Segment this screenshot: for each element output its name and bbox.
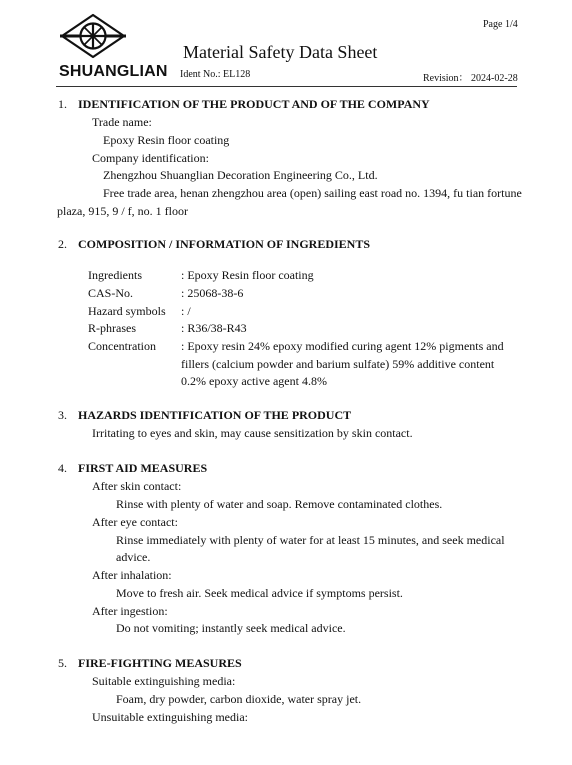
ingestion-text: Do not vomiting; instantly seek medical advice. [116, 621, 346, 635]
company-logo [60, 13, 126, 59]
suitable-media-text: Foam, dry powder, carbon dioxide, water spray jet. [116, 692, 362, 706]
r-phrases-label: R-phrases [88, 321, 136, 335]
hazards-text: Irritating to eyes and skin, may cause sensitization by skin contact. [92, 426, 413, 440]
ingredients-label: Ingredients [88, 268, 142, 282]
inhalation-label: After inhalation: [92, 568, 172, 582]
suitable-media-label: Suitable extinguishing media: [92, 674, 236, 688]
revision-date: Revision： 2024-02-28 [423, 73, 518, 84]
trade-name-label: Trade name: [92, 115, 152, 129]
company-name: Zhengzhou Shuanglian Decoration Engineering Co., Ltd. [103, 168, 378, 182]
r-phrases-value: : R36/38-R43 [181, 321, 247, 335]
document-title: Material Safety Data Sheet [183, 42, 378, 62]
section-3-heading: 3. HAZARDS IDENTIFICATION OF THE PRODUCT [58, 408, 352, 422]
eye-contact-text-1: Rinse immediately with plenty of water for at least 15 minutes, and seek medical [116, 533, 505, 547]
trade-name-value: Epoxy Resin floor coating [103, 133, 230, 147]
ingredients-value: : Epoxy Resin floor coating [181, 268, 314, 282]
address-line-2: plaza, 915, 9 / f, no. 1 floor [57, 204, 188, 218]
concentration-label: Concentration [88, 339, 156, 353]
section-2-heading: 2. COMPOSITION / INFORMATION OF INGREDIENTS [58, 237, 371, 251]
concentration-line-3: 0.2% epoxy active agent 4.8% [181, 374, 327, 388]
unsuitable-media-label: Unsuitable extinguishing media: [92, 710, 248, 724]
ingestion-label: After ingestion: [92, 604, 168, 618]
cas-label: CAS-No. [88, 286, 134, 300]
cas-value: : 25068-38-6 [181, 286, 244, 300]
concentration-line-2: fillers (calcium powder and barium sulfate) 59% additive content [181, 357, 495, 371]
skin-contact-text: Rinse with plenty of water and soap. Remove contaminated clothes. [116, 497, 443, 511]
header-divider [56, 86, 517, 87]
section-1-heading: 1. IDENTIFICATION OF THE PRODUCT AND OF THE COMPANY [58, 97, 430, 111]
concentration-value: : Epoxy resin 24% epoxy modified curing agent 12% pigments and [181, 339, 504, 353]
hazard-symbols-value: : / [181, 304, 191, 318]
brand-name: SHUANGLIAN [59, 63, 168, 80]
company-label: Company identification: [92, 151, 209, 165]
eye-contact-label: After eye contact: [92, 515, 178, 529]
inhalation-text: Move to fresh air. Seek medical advice if symptoms persist. [116, 586, 403, 600]
page-number: Page 1/4 [483, 19, 518, 30]
section-4-heading: 4. FIRST AID MEASURES [58, 461, 208, 475]
skin-contact-label: After skin contact: [92, 479, 182, 493]
ident-number: Ident No.: EL128 [180, 69, 251, 80]
address-line-1: Free trade area, henan zhengzhou area (open) sailing east road no. 1394, fu tian fortune [103, 186, 522, 200]
section-5-heading: 5. FIRE-FIGHTING MEASURES [58, 656, 242, 670]
eye-contact-text-2: advice. [116, 550, 151, 564]
hazard-symbols-label: Hazard symbols [88, 304, 166, 318]
